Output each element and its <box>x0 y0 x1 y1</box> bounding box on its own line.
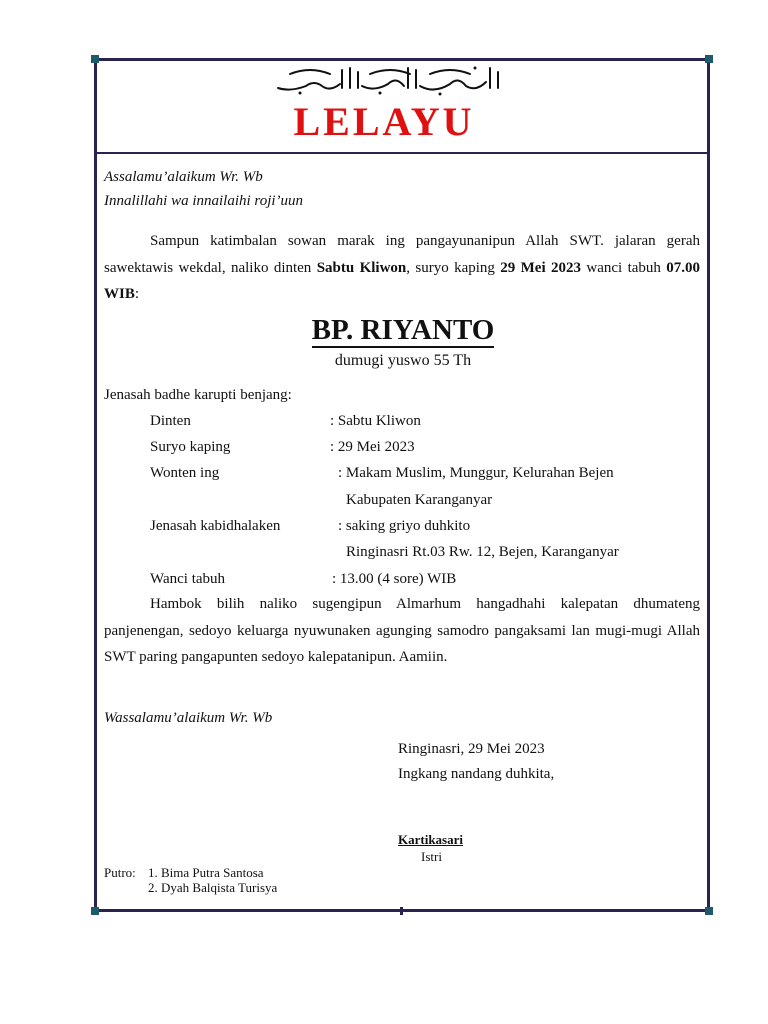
page-title: LELAYU <box>293 99 475 144</box>
announcement-text: wanci tabuh <box>581 259 667 276</box>
frame-corner <box>705 907 713 915</box>
burial-label: Wonten ing <box>150 465 220 481</box>
burial-value: : Makam Muslim, Munggur, Kelurahan Bejen <box>338 465 614 481</box>
basmalah-calligraphy <box>270 62 510 96</box>
signature-name: Kartikasari <box>398 832 463 847</box>
signature-role: Istri <box>421 849 442 864</box>
burial-value: : Sabtu Kliwon <box>330 413 421 429</box>
burial-label: Suryo kaping <box>150 439 231 455</box>
burial-label: Dinten <box>150 413 191 429</box>
closing-salam: Wassalamu’alaikum Wr. Wb <box>104 710 273 726</box>
burial-label: Wanci tabuh <box>150 571 226 587</box>
burial-label: Jenasah kabidhalaken <box>150 518 281 534</box>
announcement-day: Sabtu Kliwon <box>316 259 407 276</box>
signature-mourner: Ingkang nandang duhkita, <box>398 766 555 782</box>
page-frame <box>94 58 710 912</box>
frame-right-border <box>707 58 710 912</box>
announcement-date: 29 Mei 2023 <box>500 259 582 276</box>
burial-intro: Jenasah badhe karupti benjang: <box>104 387 292 403</box>
frame-corner <box>705 55 713 63</box>
greeting-salam: Assalamu’alaikum Wr. Wb <box>104 169 263 185</box>
announcement-time: 07.00 WIB <box>104 259 701 302</box>
child-item: 1. Bima Putra Santosa <box>148 865 264 880</box>
frame-left-border <box>94 58 97 912</box>
announcement-text: , suryo kaping <box>406 259 501 276</box>
deceased-name-text: BP. RIYANTO <box>311 314 495 346</box>
frame-corner <box>91 55 99 63</box>
child-item: 2. Dyah Balqista Turisya <box>148 880 278 895</box>
deceased-age: dumugi yuswo 55 Th <box>334 352 472 369</box>
announcement-text: : <box>134 286 140 302</box>
deceased-name <box>0 314 768 347</box>
closing-paragraph: Hambok bilih naliko sugengipun Almarhum hangadhahi kalepatan dhumateng panjenengan, sedoyo keluarga nyuwunaken agunging samodro pangaksami lan mugi-mugi Allah SWT paring pangapunten sedoyo kalepatanipun. Aamiin. <box>104 596 700 665</box>
announcement-text: Sampun katimbalan sowan marak ing pangayunanipun Allah SWT. jalaran gerah sawektawis wekdal, naliko dinten <box>104 233 700 276</box>
signature-place-date: Ringinasri, 29 Mei 2023 <box>398 741 545 757</box>
frame-top-border <box>94 58 710 61</box>
burial-value-cont: Kabupaten Karanganyar <box>346 492 493 508</box>
children-label: Putro: <box>104 865 136 880</box>
announcement-paragraph <box>104 228 700 308</box>
burial-value: : 13.00 (4 sore) WIB <box>332 571 457 587</box>
burial-value-cont: Ringinasri Rt.03 Rw. 12, Bejen, Karanganyar <box>346 544 619 560</box>
frame-corner <box>91 907 99 915</box>
frame-bottom-tick <box>400 907 403 915</box>
greeting-istirja: Innalillahi wa innailaihi roji’uun <box>104 193 304 209</box>
header-divider <box>96 152 708 154</box>
burial-value: : saking griyo duhkito <box>338 518 471 534</box>
burial-value: : 29 Mei 2023 <box>330 439 415 455</box>
